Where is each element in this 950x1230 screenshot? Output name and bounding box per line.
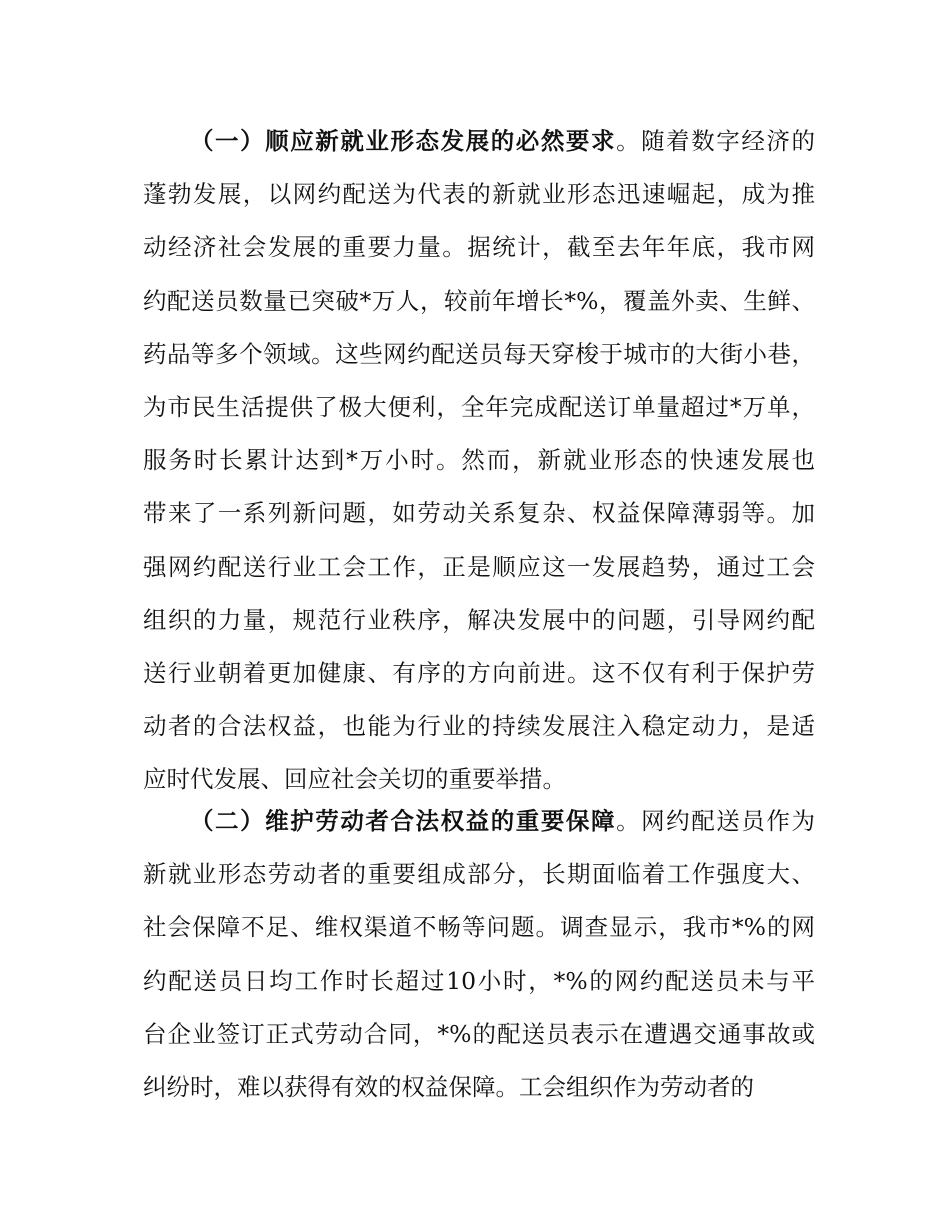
paragraph-1-line-6: 为市民生活提供了极大便利，全年完成配送订单量超过*万单， [143,392,815,421]
paragraph-1-line-13: 应时代发展、回应社会关切的重要举措。 [143,765,566,794]
paragraph-2 [143,795,815,1114]
paragraph-1-line-10: 组织的力量，规范行业秩序，解决发展中的问题，引导网约配 [143,605,815,634]
paragraph-1-line-1 [143,115,815,168]
paragraph-2-line-3: 社会保障不足、维权渠道不畅等问题。调查显示，我市*%的网 [143,913,815,942]
paragraph-2-heading: （二）维护劳动者合法权益的重要保障 [190,807,617,835]
paragraph-1-line-1-text: 。随着数字经济的 [616,127,815,155]
paragraph-2-line-1 [143,795,815,848]
paragraph-2-line-6: 纠纷时，难以获得有效的权益保障。工会组织作为劳动者的 [143,1072,754,1101]
paragraph-2-line-4: 约配送员日均工作时长超过10小时，*%的网约配送员未与平 [143,966,815,995]
paragraph-1-heading: （一）顺应新就业形态发展的必然要求 [190,127,617,155]
paragraph-1-line-2: 蓬勃发展，以网约配送为代表的新就业形态迅速崛起，成为推 [143,180,815,209]
paragraph-1-line-4: 约配送员数量已突破*万人，较前年增长*%，覆盖外卖、生鲜、 [143,286,815,315]
paragraph-2-line-5: 台企业签订正式劳动合同，*%的配送员表示在遭遇交通事故或 [143,1019,815,1048]
paragraph-1-line-7: 服务时长累计达到*万小时。然而，新就业形态的快速发展也 [143,446,815,475]
paragraph-1-line-9: 强网约配送行业工会工作，正是顺应这一发展趋势，通过工会 [143,552,815,581]
paragraph-2-line-1-text: 。网约配送员作为 [616,807,815,835]
paragraph-2-line-2: 新就业形态劳动者的重要组成部分，长期面临着工作强度大、 [143,860,815,889]
paragraph-1-line-8: 带来了一系列新问题，如劳动关系复杂、权益保障薄弱等。加 [143,499,815,528]
paragraph-1 [143,115,815,806]
paragraph-1-line-3: 动经济社会发展的重要力量。据统计，截至去年年底，我市网 [143,233,815,262]
paragraph-1-line-12: 动者的合法权益，也能为行业的持续发展注入稳定动力，是适 [143,712,815,741]
paragraph-1-line-11: 送行业朝着更加健康、有序的方向前进。这不仅有利于保护劳 [143,658,815,687]
paragraph-1-line-5: 药品等多个领域。这些网约配送员每天穿梭于城市的大街小巷， [143,339,815,368]
